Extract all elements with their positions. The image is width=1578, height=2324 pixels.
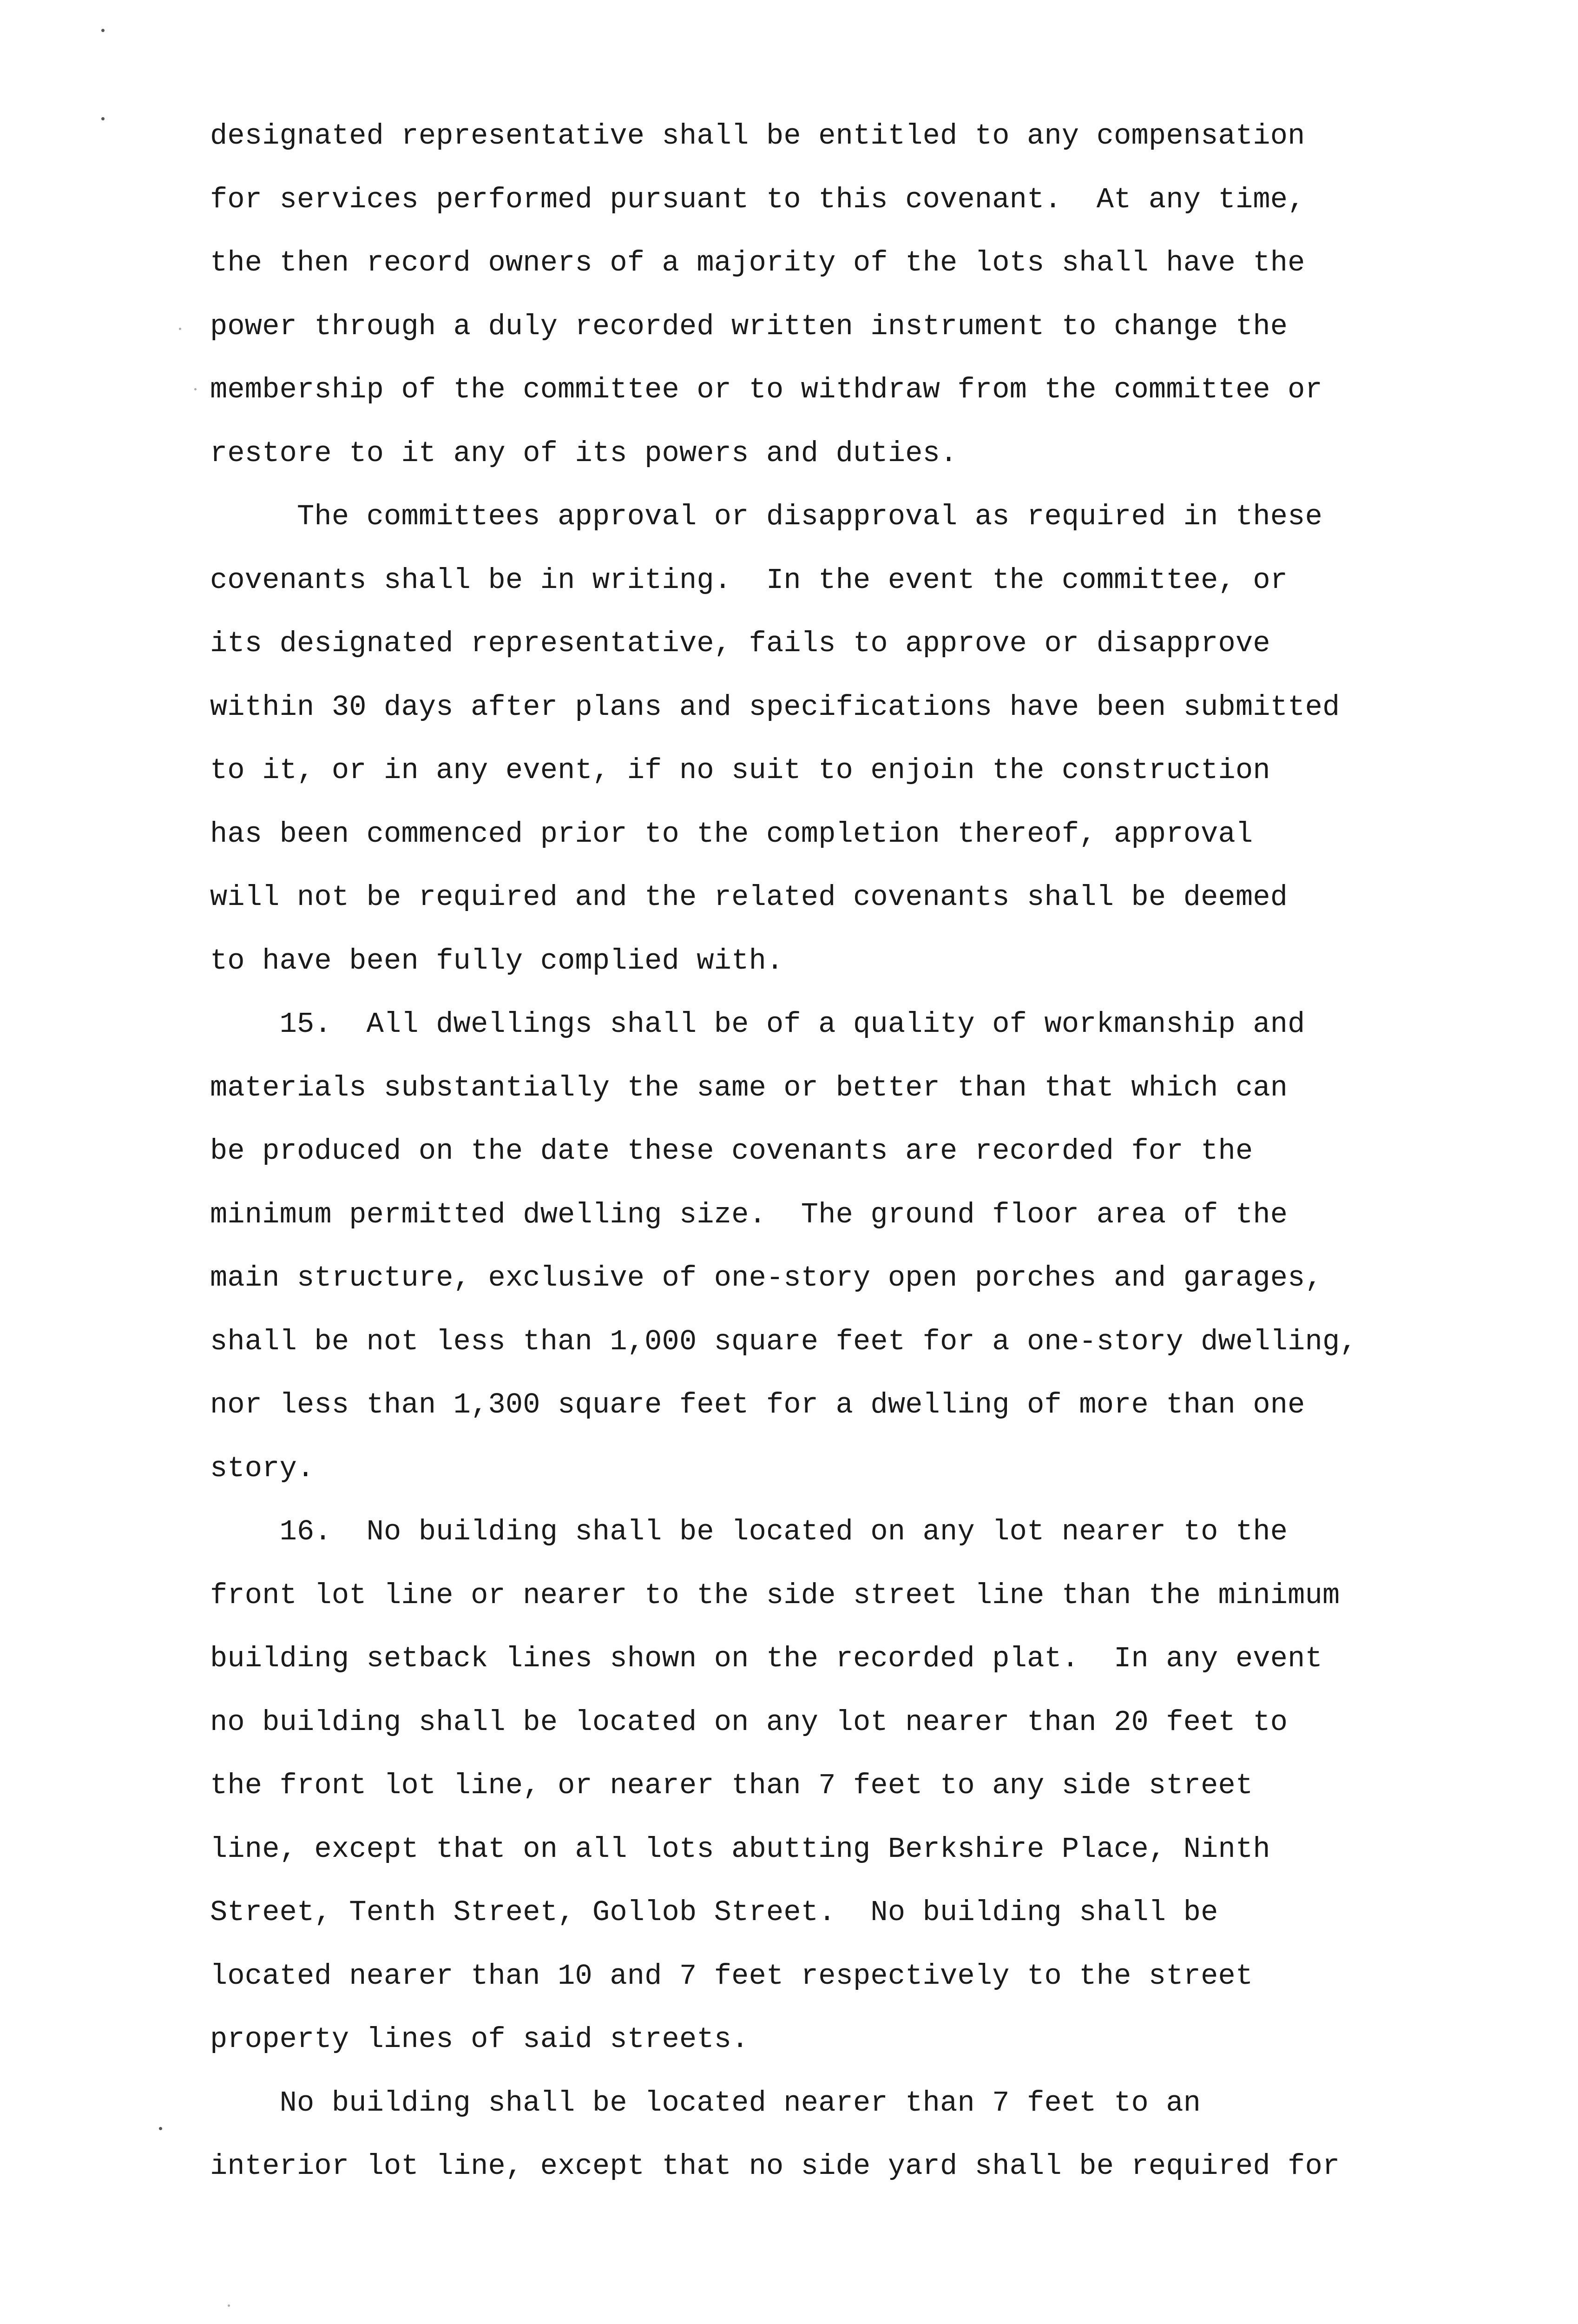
text-line: front lot line or nearer to the side street line than the minimum: [210, 1578, 1340, 1612]
text-line: restore to it any of its powers and duties.: [210, 436, 958, 470]
text-line: materials substantially the same or better than that which can: [210, 1071, 1288, 1104]
text-line: its designated representative, fails to approve or disapprove: [210, 627, 1270, 660]
text-line: No building shall be located nearer than 7 feet to an: [210, 2086, 1201, 2119]
text-line: no building shall be located on any lot nearer than 20 feet to: [210, 1705, 1288, 1739]
text-line: Street, Tenth Street, Gollob Street. No building shall be: [210, 1896, 1218, 1929]
text-line: power through a duly recorded written instrument to change the: [210, 310, 1288, 343]
text-line: story.: [210, 1452, 315, 1485]
text-line: minimum permitted dwelling size. The ground floor area of the: [210, 1198, 1288, 1231]
text-line: building setback lines shown on the recorded plat. In any event: [210, 1642, 1322, 1675]
scan-speck: [179, 328, 181, 330]
body-text: [210, 105, 1511, 2199]
text-line: designated representative shall be entitled to any compensation: [210, 119, 1305, 152]
text-line: nor less than 1,300 square feet for a dwelling of more than one: [210, 1388, 1305, 1421]
text-line: located nearer than 10 and 7 feet respectively to the street: [210, 1959, 1253, 1993]
scan-speck: [228, 2304, 230, 2307]
text-line: property lines of said streets.: [210, 2023, 749, 2056]
text-line: to have been fully complied with.: [210, 944, 784, 977]
text-line: be produced on the date these covenants are recorded for the: [210, 1135, 1253, 1168]
scan-speck: [101, 117, 105, 120]
text-line: 16. No building shall be located on any lot nearer to the: [210, 1515, 1288, 1548]
text-line: the front lot line, or nearer than 7 feet to any side street: [210, 1769, 1253, 1802]
scan-speck: [101, 29, 105, 32]
text-line: main structure, exclusive of one-story open porches and garages,: [210, 1261, 1322, 1294]
text-line: the then record owners of a majority of the lots shall have the: [210, 246, 1305, 279]
text-line: within 30 days after plans and specifications have been submitted: [210, 690, 1340, 724]
text-line: covenants shall be in writing. In the event the committee, or: [210, 563, 1288, 597]
text-line: The committees approval or disapproval as required in these: [210, 500, 1322, 533]
text-line: has been commenced prior to the completion thereof, approval: [210, 817, 1253, 851]
text-line: shall be not less than 1,000 square feet for a one-story dwelling,: [210, 1325, 1357, 1358]
scan-speck: [159, 2127, 162, 2130]
scan-speck: [194, 388, 197, 390]
text-line: interior lot line, except that no side yard shall be required for: [210, 2150, 1340, 2183]
text-line: to it, or in any event, if no suit to enjoin the construction: [210, 754, 1270, 787]
text-line: will not be required and the related covenants shall be deemed: [210, 881, 1288, 914]
text-line: 15. All dwellings shall be of a quality of workmanship and: [210, 1008, 1305, 1041]
text-line: for services performed pursuant to this covenant. At any time,: [210, 183, 1305, 216]
text-line: membership of the committee or to withdraw from the committee or: [210, 373, 1322, 406]
text-line: line, except that on all lots abutting Berkshire Place, Ninth: [210, 1832, 1270, 1866]
